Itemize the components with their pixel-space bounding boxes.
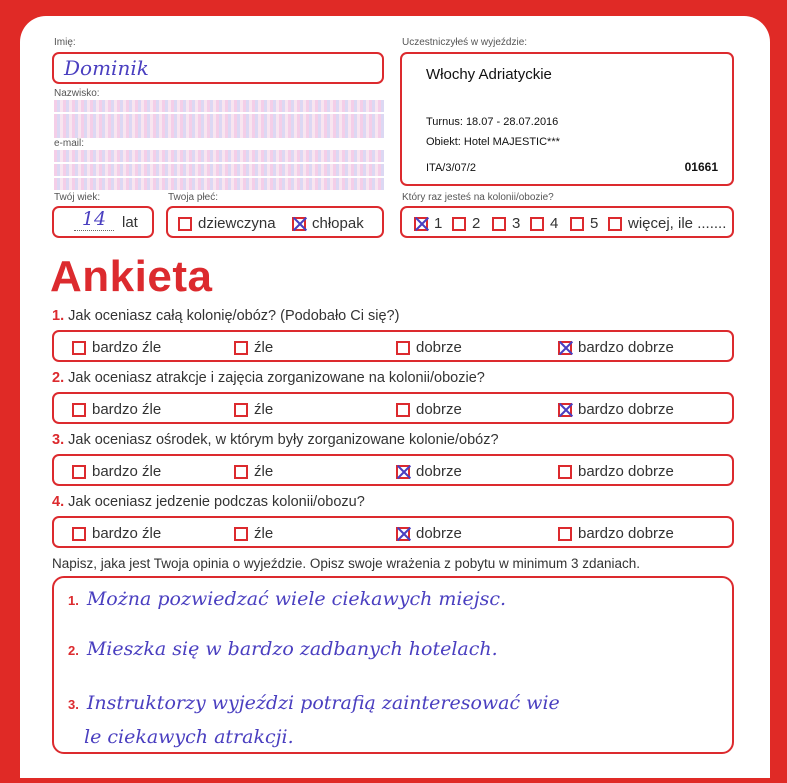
- trip-card: [400, 52, 734, 186]
- option-very-good[interactable]: bardzo dobrze: [558, 525, 674, 542]
- age-label: Twój wiek:: [54, 192, 101, 203]
- survey-sheet: [20, 16, 770, 778]
- gender-option-female[interactable]: dziewczyna: [178, 215, 276, 232]
- option-very-bad[interactable]: bardzo źle: [72, 339, 161, 356]
- option-bad[interactable]: źle: [234, 401, 273, 418]
- option-very-good[interactable]: bardzo dobrze: [558, 463, 674, 480]
- checkbox-icon[interactable]: [492, 217, 506, 231]
- checked-checkbox-icon[interactable]: [292, 217, 306, 231]
- option-good[interactable]: dobrze: [396, 401, 462, 418]
- trip-label: Uczestniczyłeś w wyjeździe:: [402, 37, 528, 48]
- question-4: 4. Jak oceniasz jedzenie podczas kolonii/obozu?: [52, 494, 365, 510]
- opinion-prompt: Napisz, jaka jest Twoja opinia o wyjeździe. Opisz swoje wrażenia z pobytu w minimum 3 zdaniach.: [52, 556, 641, 571]
- checkbox-icon[interactable]: [530, 217, 544, 231]
- gender-label: Twoja płeć:: [168, 192, 219, 203]
- checkbox-icon[interactable]: [72, 465, 86, 479]
- checkbox-icon[interactable]: [234, 527, 248, 541]
- option-very-bad[interactable]: bardzo źle: [72, 463, 161, 480]
- opinion-textarea[interactable]: [52, 576, 734, 754]
- checkbox-icon[interactable]: [452, 217, 466, 231]
- checked-checkbox-icon[interactable]: [558, 341, 572, 355]
- checked-checkbox-icon[interactable]: [414, 217, 428, 231]
- times-option-2[interactable]: 2: [452, 215, 480, 232]
- question-1-options: [52, 330, 734, 362]
- age-field[interactable]: [52, 206, 154, 238]
- option-bad[interactable]: źle: [234, 463, 273, 480]
- trip-title: Włochy Adriatyckie: [426, 66, 552, 83]
- checkbox-icon[interactable]: [608, 217, 622, 231]
- page-title: Ankieta: [50, 252, 213, 301]
- question-2: 2. Jak oceniasz atrakcje i zajęcia zorganizowane na kolonii/obozie?: [52, 370, 485, 386]
- checked-checkbox-icon[interactable]: [558, 403, 572, 417]
- email-label: e-mail:: [54, 138, 85, 149]
- name-label: Imię:: [54, 37, 76, 48]
- option-good[interactable]: dobrze: [396, 339, 462, 356]
- checkbox-icon[interactable]: [234, 465, 248, 479]
- opinion-line-4: le ciekawych atrakcji.: [84, 726, 294, 748]
- question-3: 3. Jak oceniasz ośrodek, w którym były zorganizowane kolonie/obóz?: [52, 432, 499, 448]
- option-very-good[interactable]: bardzo dobrze: [558, 401, 674, 418]
- times-field: [400, 206, 734, 238]
- checkbox-icon[interactable]: [396, 403, 410, 417]
- checkbox-icon[interactable]: [178, 217, 192, 231]
- times-option-more[interactable]: więcej, ile .......: [608, 215, 726, 232]
- option-very-bad[interactable]: bardzo źle: [72, 401, 161, 418]
- trip-code: ITA/3/07/2: [426, 162, 476, 174]
- checkbox-icon[interactable]: [72, 527, 86, 541]
- opinion-line-1: 1. Można pozwiedzać wiele ciekawych miejsc.: [68, 588, 507, 610]
- option-bad[interactable]: źle: [234, 339, 273, 356]
- age-value: 14: [74, 208, 114, 231]
- option-good[interactable]: dobrze: [396, 463, 462, 480]
- name-value: Dominik: [64, 56, 149, 80]
- question-4-options: [52, 516, 734, 548]
- trip-obiekt: Obiekt: Hotel MAJESTIC***: [426, 136, 560, 148]
- trip-turnus: Turnus: 18.07 - 28.07.2016: [426, 116, 559, 128]
- times-option-4[interactable]: 4: [530, 215, 558, 232]
- question-1: 1. Jak oceniasz całą kolonię/obóz? (Podobało Ci się?): [52, 308, 400, 324]
- option-very-good[interactable]: bardzo dobrze: [558, 339, 674, 356]
- checkbox-icon[interactable]: [234, 403, 248, 417]
- checkbox-icon[interactable]: [396, 341, 410, 355]
- gender-option-male[interactable]: chłopak: [292, 215, 364, 232]
- times-option-1[interactable]: 1: [414, 215, 442, 232]
- question-2-options: [52, 392, 734, 424]
- question-3-options: [52, 454, 734, 486]
- surname-label: Nazwisko:: [54, 88, 100, 99]
- times-label: Który raz jesteś na kolonii/obozie?: [402, 192, 554, 203]
- checked-checkbox-icon[interactable]: [396, 465, 410, 479]
- trip-number: 01661: [684, 160, 718, 174]
- option-good[interactable]: dobrze: [396, 525, 462, 542]
- checkbox-icon[interactable]: [72, 341, 86, 355]
- age-unit: lat: [122, 214, 138, 231]
- checkbox-icon[interactable]: [234, 341, 248, 355]
- checkbox-icon[interactable]: [570, 217, 584, 231]
- times-option-3[interactable]: 3: [492, 215, 520, 232]
- checkbox-icon[interactable]: [72, 403, 86, 417]
- times-option-5[interactable]: 5: [570, 215, 598, 232]
- checked-checkbox-icon[interactable]: [396, 527, 410, 541]
- opinion-line-2: 2. Mieszka się w bardzo zadbanych hotelach.: [68, 638, 498, 660]
- checkbox-icon[interactable]: [558, 465, 572, 479]
- option-bad[interactable]: źle: [234, 525, 273, 542]
- checkbox-icon[interactable]: [558, 527, 572, 541]
- option-very-bad[interactable]: bardzo źle: [72, 525, 161, 542]
- opinion-line-3: 3. Instruktorzy wyjeździ potrafią zainteresować wie: [68, 692, 560, 714]
- gender-field: [166, 206, 384, 238]
- name-field[interactable]: [52, 52, 384, 84]
